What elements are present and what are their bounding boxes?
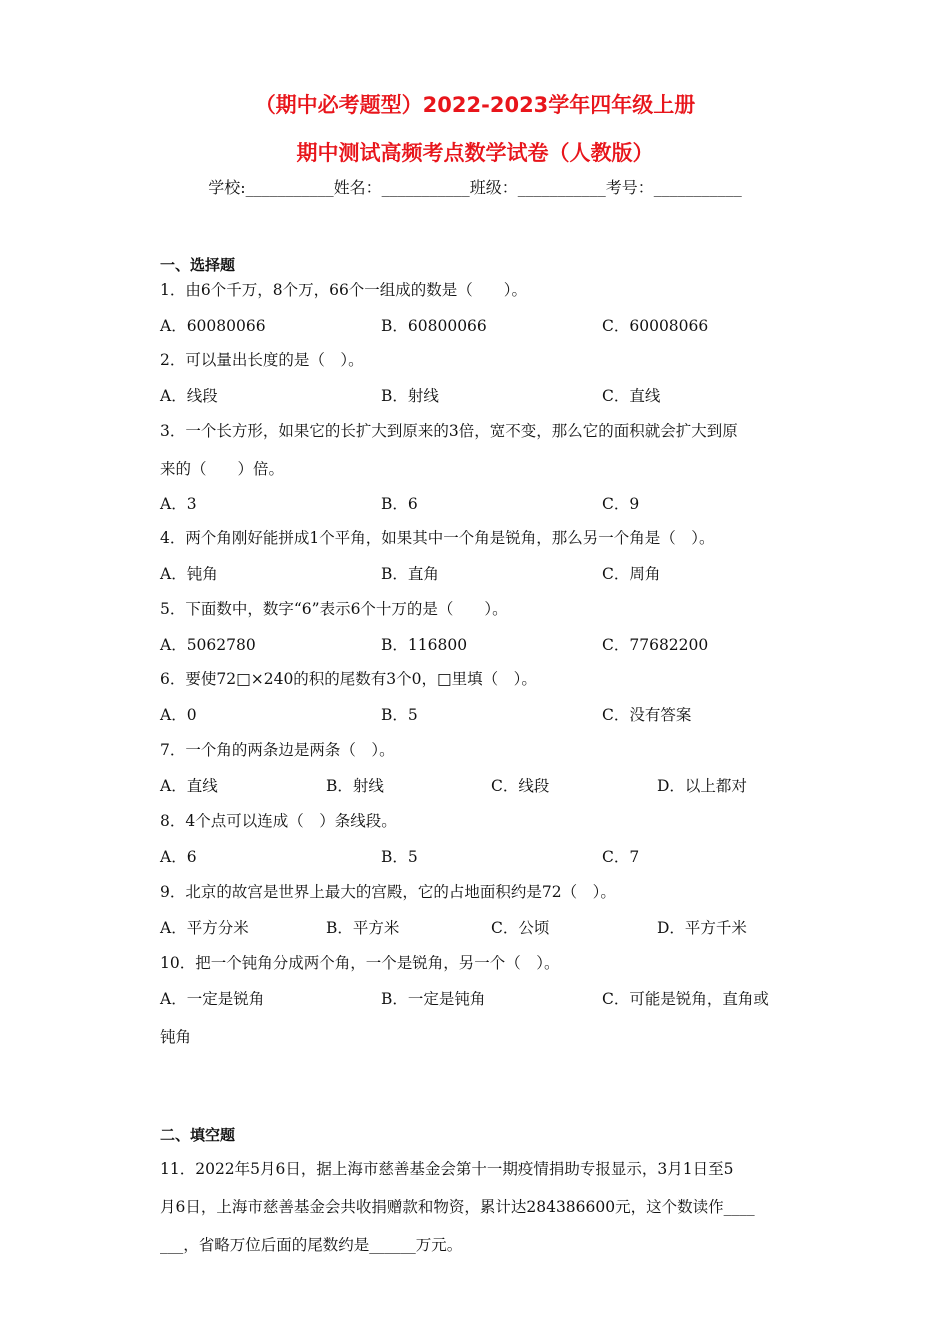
question-5-options (160, 633, 800, 657)
school-field: 学校:___________ (208, 178, 334, 197)
question-11-line-3: ___，省略万位后面的尾数约是______万元。 (160, 1236, 463, 1254)
question-8: 8．4个点可以连成（ ）条线段。 (160, 812, 397, 830)
option-b: B．一定是钝角 (381, 990, 486, 1008)
option-b: B．直角 (381, 565, 439, 583)
question-1: 1．由6个千万，8个万，66个一组成的数是（ ）。 (160, 281, 528, 299)
question-7-options (160, 774, 800, 798)
question-10-option-c-continued: 钝角 (160, 1028, 192, 1046)
option-c: C．公顷 (491, 919, 550, 937)
exam-title-line-2: 期中测试高频考点数学试卷（人教版） (296, 141, 654, 165)
section-heading-fill-in: 二、填空题 (160, 1126, 236, 1144)
question-8-options (160, 845, 800, 869)
option-a: A．钝角 (160, 565, 218, 583)
question-11-line-2: 月6日，上海市慈善基金会共收捐赠款和物资，累计达284386600元，这个数读作____ (160, 1198, 755, 1216)
option-d: D．平方千米 (657, 919, 747, 937)
option-b: B．60800066 (381, 317, 487, 335)
question-3-options (160, 492, 800, 516)
question-10-options (160, 987, 800, 1011)
question-5: 5．下面数中，数字“6”表示6个十万的是（ ）。 (160, 600, 508, 618)
student-info-line (0, 175, 950, 198)
question-9-options (160, 916, 800, 940)
question-3-continued: 来的（ ）倍。 (160, 460, 285, 478)
option-a: A．线段 (160, 387, 218, 405)
question-7: 7．一个角的两条边是两条（ ）。 (160, 741, 395, 759)
section-heading-choice: 一、选择题 (160, 256, 236, 274)
option-b: B．5 (381, 848, 418, 866)
question-1-options (160, 314, 800, 338)
option-a: A．3 (160, 495, 197, 513)
question-10: 10．把一个钝角分成两个角，一个是锐角，另一个（ ）。 (160, 954, 560, 972)
option-b: B．射线 (326, 777, 384, 795)
question-6: 6．要使72□×240的积的尾数有3个0，□里填（ ）。 (160, 670, 537, 688)
option-a: A．0 (160, 706, 197, 724)
option-c: C．77682200 (602, 636, 709, 654)
option-a: A．60080066 (160, 317, 266, 335)
question-9: 9．北京的故宫是世界上最大的宫殿，它的占地面积约是72（ ）。 (160, 883, 616, 901)
option-b: B．5 (381, 706, 418, 724)
option-c: C．7 (602, 848, 640, 866)
question-11-line-1: 11．2022年5月6日，据上海市慈善基金会第十一期疫情捐助专报显示，3月1日至5 (160, 1160, 734, 1178)
exam-title-line-1: （期中必考题型）2022-2023学年四年级上册 (254, 93, 696, 117)
option-a: A．平方分米 (160, 919, 249, 937)
option-c: C．9 (602, 495, 640, 513)
option-c: C．60008066 (602, 317, 709, 335)
option-a: A．6 (160, 848, 197, 866)
option-b: B．116800 (381, 636, 468, 654)
question-2-options (160, 384, 800, 408)
option-c: C．直线 (602, 387, 661, 405)
question-3: 3．一个长方形，如果它的长扩大到原来的3倍，宽不变，那么它的面积就会扩大到原 (160, 422, 738, 440)
question-4-options (160, 562, 800, 586)
name-field: 姓名：___________ (333, 178, 470, 197)
exam-number-field: 考号：___________ (605, 178, 742, 197)
option-b: B．平方米 (326, 919, 400, 937)
option-b: B．射线 (381, 387, 439, 405)
option-c: C．线段 (491, 777, 550, 795)
option-c: C．可能是锐角，直角或 (602, 990, 769, 1008)
option-b: B．6 (381, 495, 418, 513)
question-6-options (160, 703, 800, 727)
option-c: C．没有答案 (602, 706, 692, 724)
option-d: D．以上都对 (657, 777, 747, 795)
option-a: A．5062780 (160, 636, 256, 654)
option-c: C．周角 (602, 565, 661, 583)
class-field: 班级：___________ (469, 178, 606, 197)
question-2: 2．可以量出长度的是（ ）。 (160, 351, 364, 369)
question-4: 4．两个角刚好能拼成1个平角，如果其中一个角是锐角，那么另一个角是（ ）。 (160, 529, 715, 547)
option-a: A．一定是锐角 (160, 990, 265, 1008)
option-a: A．直线 (160, 777, 218, 795)
